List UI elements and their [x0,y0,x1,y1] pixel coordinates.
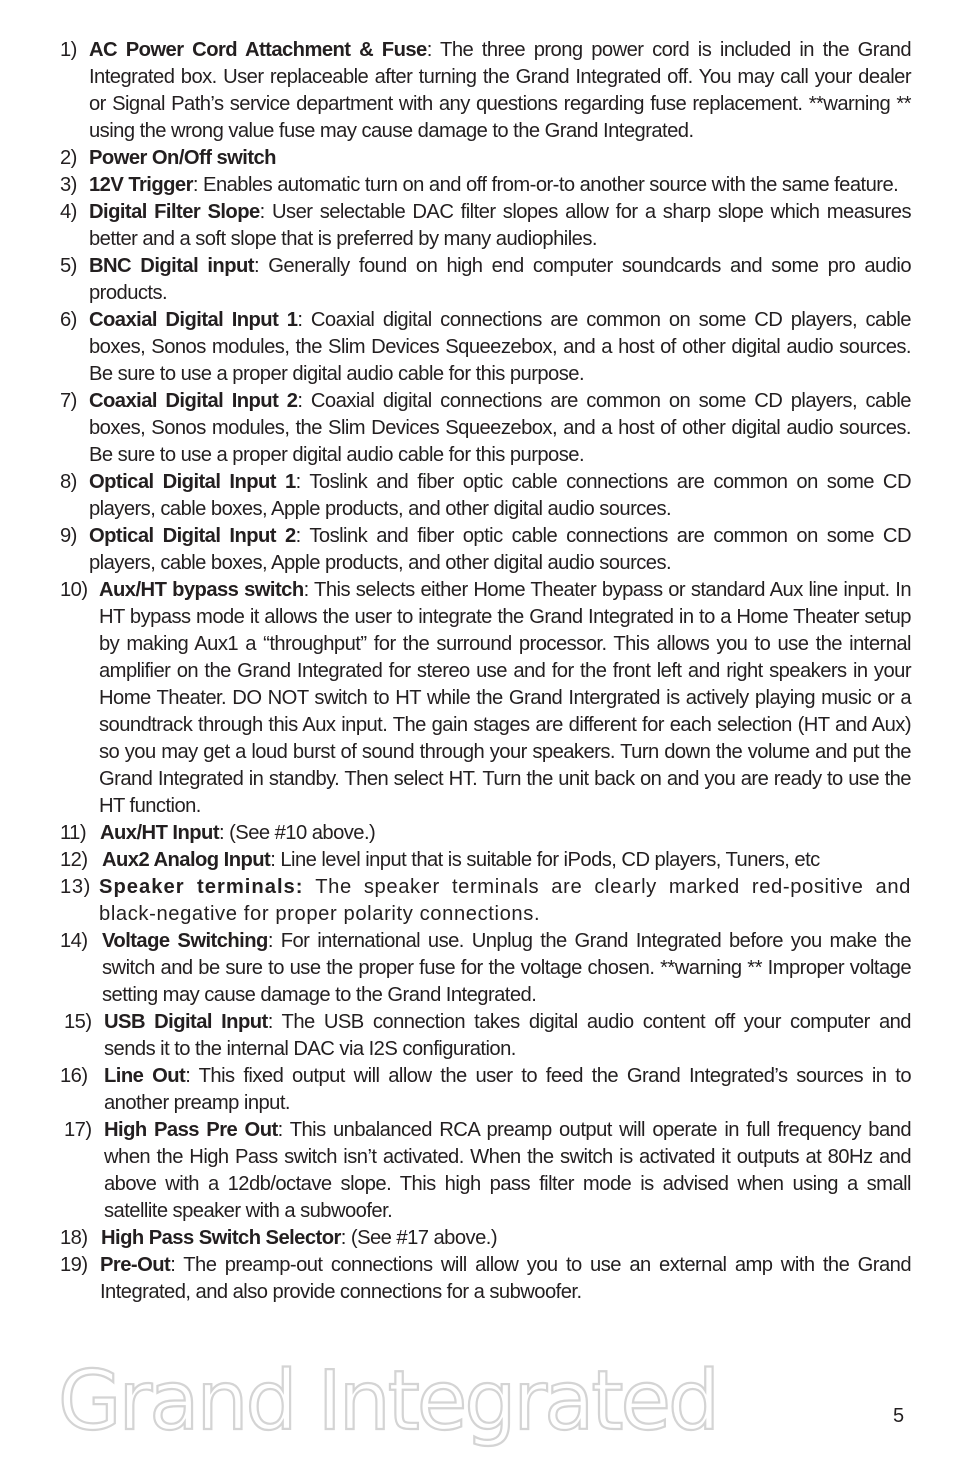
item-number: 17) [64,1119,92,1141]
item-description: : Enables automatic turn on and off from-or-to another source with the same feature. [192,174,899,196]
item-number: 1) [60,39,77,61]
list-item-1 [60,37,911,145]
list-item-13 [60,874,911,928]
item-term: Line Out [104,1065,186,1087]
item-description: : Coaxial digital connections are common on some CD players, cable boxes, Sonos modules, the Slim Devices Squeezebox, and a host of other digital audio sources. Be sure to use a proper digital audio cable for this purpose. [89,309,911,385]
list-item-15 [60,1009,911,1063]
item-number: 19) [60,1254,88,1276]
item-description: : The preamp-out connections will allow you to use an external amp with the Grand Integrated, and also provide connections for a subwoofer. [100,1254,911,1303]
item-term: High Pass Switch Selector [101,1227,341,1249]
item-description: : This unbalanced RCA preamp output will operate in full frequency band when the High Pass switch isn’t activated. When the switch is activated it outputs at 80Hz and above with a 12db/octave slope. This high pass filter mode is advised when using a small satellite speaker with a subwoofer. [104,1119,912,1222]
item-description: : This selects either Home Theater bypass or standard Aux line input. In HT bypass mode it allows the user to integrate the Grand Integrated in to a Home Theater setup by making Aux1 a “throughput” for the surround processor. This allows you to use the internal amplifier on the Grand Integrated for stereo use and for the front left and right speakers in your Home Theater. DO NOT switch to HT while the Grand Intergrated is actively playing music or a soundtrack through this Aux input. The gain stages are different for each selection (HT and Aux) so you may get a loud burst of sound through your speakers. Turn down the volume and put the Grand Integrated in standby. Then select HT. Turn the unit back on and you are ready to use the HT function. [99,579,911,817]
item-description: : The three prong power cord is included in the Grand Integrated box. User replaceable after turning the Grand Integrated off. You may call your dealer or Signal Path’s service department with any questions regarding fuse replacement. **warning ** using the wrong value fuse may cause damage to the Grand Integrated. [89,39,911,142]
list-item-18 [60,1225,911,1252]
item-term: Digital Filter Slope [89,201,260,223]
item-number: 3) [60,174,77,196]
item-number: 12) [60,849,88,871]
item-term: High Pass Pre Out [104,1119,278,1141]
list-item-4 [60,199,911,253]
feature-list [60,37,911,1306]
item-term: Voltage Switching [102,930,268,952]
list-item-6 [60,307,911,388]
item-description: : Generally found on high end computer soundcards and some pro audio products. [89,255,912,304]
item-term: 12V Trigger [89,174,193,196]
item-number: 18) [60,1227,88,1249]
item-number: 5) [60,255,77,277]
item-number: 8) [60,471,77,493]
item-term: USB Digital Input [104,1011,268,1033]
list-item-5 [60,253,911,307]
item-number: 4) [60,201,77,223]
item-number: 16) [60,1065,88,1087]
item-term: Aux/HT Input [100,822,219,844]
item-number: 13) [60,876,91,898]
item-description: : Toslink and fiber optic cable connections are common on some CD players, cable boxes, Apple products, and other digital audio sources. [89,525,911,574]
item-description: The speaker terminals are clearly marked red-positive and black-negative for proper polarity connections. [99,876,911,925]
item-number: 6) [60,309,77,331]
item-description: : This fixed output will allow the user to feed the Grand Integrated’s sources in to another preamp input. [104,1065,911,1114]
list-item-2 [60,145,911,172]
item-description: : (See #17 above.) [340,1227,497,1249]
item-term: Pre-Out [100,1254,171,1276]
list-item-11 [60,820,911,847]
item-term: Power On/Off switch [89,147,276,169]
list-item-19 [60,1252,911,1306]
list-item-9 [60,523,911,577]
list-item-17 [60,1117,911,1225]
item-description: : Toslink and fiber optic cable connections are common on some CD players, cable boxes, Apple products, and other digital audio sources. [89,471,911,520]
item-number: 9) [60,525,77,547]
item-number: 15) [64,1011,92,1033]
item-description: : User selectable DAC filter slopes allow for a sharp slope which measures better and a soft slope that is preferred by many audiophiles. [89,201,911,250]
item-number: 2) [60,147,77,169]
item-term: Speaker terminals: [99,876,304,898]
list-item-7 [60,388,911,469]
list-item-10 [60,577,911,820]
list-item-16 [60,1063,911,1117]
item-description: : The USB connection takes digital audio content off your computer and sends it to the internal DAC via I2S configuration. [104,1011,911,1060]
item-number: 14) [60,930,88,952]
item-term: Aux2 Analog Input [102,849,271,871]
item-number: 10) [60,579,88,601]
item-number: 11) [60,822,87,844]
item-number: 7) [60,390,77,412]
item-term: AC Power Cord Attachment & Fuse [89,39,427,61]
list-item-12 [60,847,911,874]
grand-integrated-logo [56,1354,718,1456]
logo-text: Grand Integrated [58,1354,718,1449]
item-term: Coaxial Digital Input 1 [89,309,298,331]
list-item-3 [60,172,911,199]
list-item-14 [60,928,911,1009]
item-term: BNC Digital input [89,255,254,277]
page-number: 5 [893,1405,905,1427]
item-term: Aux/HT bypass switch [99,579,304,601]
list-item-8 [60,469,911,523]
item-term: Optical Digital Input 1 [89,471,296,493]
item-description: : Coaxial digital connections are common on some CD players, cable boxes, Sonos modules, the Slim Devices Squeezebox, and a host of other digital audio sources. Be sure to use a proper digital audio cable for this purpose. [89,390,911,466]
item-description: : Line level input that is suitable for iPods, CD players, Tuners, etc [270,849,820,871]
item-description: : (See #10 above.) [219,822,376,844]
item-description: : For international use. Unplug the Grand Integrated before you make the switch and be sure to use the proper fuse for the voltage chosen. **warning ** Improper voltage setting may cause damage to the Grand Integrated. [102,930,911,1006]
item-term: Optical Digital Input 2 [89,525,296,547]
item-term: Coaxial Digital Input 2 [89,390,298,412]
